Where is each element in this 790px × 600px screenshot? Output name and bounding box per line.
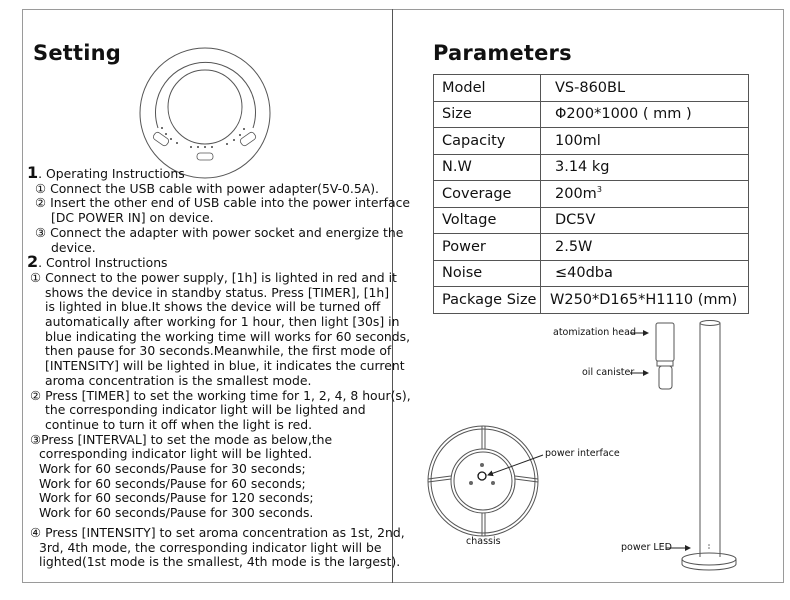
ctrl-step-3: ③Press [INTERVAL] to set the mode as below,the (30, 431, 333, 447)
param-key: Noise (434, 260, 541, 287)
ctrl-step-1-line: [INTENSITY] will be lighted in blue, it indicates the current (45, 358, 405, 374)
interval-mode-1: Work for 60 seconds/Pause for 30 seconds; (39, 461, 306, 477)
param-value: Φ200*1000 ( mm ) (541, 101, 749, 128)
param-key: N.W (434, 154, 541, 181)
ctrl-step-1-line: blue indicating the working time will works for 60 seconds, (45, 328, 411, 344)
op-step-2-cont: [DC POWER IN] on device. (51, 210, 214, 226)
param-key: Model (434, 75, 541, 102)
power-led-label: power LED (621, 542, 672, 553)
ctrl-step-4: ④ Press [INTENSITY] to set aroma concentration as 1st, 2nd, (30, 524, 405, 540)
param-key: Capacity (434, 128, 541, 155)
param-value: ≤40dba (541, 260, 749, 287)
param-key: Power (434, 234, 541, 261)
chassis-label: chassis (466, 536, 501, 547)
ctrl-step-2-line: continue to turn it off when the light is red. (45, 416, 313, 432)
param-value: VS-860BL (541, 75, 749, 102)
ctrl-step-4-line: 3rd, 4th mode, the corresponding indicator light will be (39, 539, 382, 555)
ctrl-step-1: ① Connect to the power supply, [1h] is lighted in red and it (30, 269, 397, 285)
section-2-heading: 2. Control Instructions (27, 252, 168, 272)
op-step-3-cont: device. (51, 239, 96, 255)
ctrl-step-1-line: then pause for 30 seconds.Meanwhile, the first mode of (45, 343, 392, 359)
param-key: Package Size (434, 287, 541, 314)
setting-title: Setting (33, 41, 122, 65)
parameters-title: Parameters (433, 41, 572, 65)
param-value: W250*D165*H1110 (mm) (541, 287, 749, 314)
param-key: Coverage (434, 181, 541, 208)
section-1-heading: 1. Operating Instructions (27, 163, 185, 182)
ctrl-step-1-line: is lighted in blue.It shows the device will be turned off (45, 299, 381, 315)
op-step-1: ① Connect the USB cable with power adapter(5V-0.5A). (35, 180, 380, 196)
ctrl-step-2-line: the corresponding indicator light will be lighted and (45, 402, 366, 418)
param-value: $200m^3$ (541, 181, 749, 208)
ctrl-step-2: ② Press [TIMER] to set the working time for 1, 2, 4, 8 hour(s), (30, 387, 411, 403)
ctrl-step-3-line: corresponding indicator light will be lighted. (39, 446, 313, 462)
ctrl-step-1-line: aroma concentration is the smallest mode. (45, 372, 312, 388)
oil-canister-label: oil canister (582, 367, 635, 378)
param-value: 100ml (541, 128, 749, 155)
ctrl-step-4-line: lighted(1st mode is the smallest, 4th mode is the largest). (39, 554, 401, 570)
param-value: 2.5W (541, 234, 749, 261)
interval-mode-3: Work for 60 seconds/Pause for 120 seconds; (39, 490, 314, 506)
param-value: 3.14 kg (541, 154, 749, 181)
param-key: Size (434, 101, 541, 128)
atomization-head-label: atomization head (553, 327, 636, 338)
ctrl-step-1-line: shows the device in standby status. Press [TIMER], [1h] (45, 284, 390, 300)
interval-mode-4: Work for 60 seconds/Pause for 300 seconds. (39, 505, 314, 521)
param-key: Voltage (434, 207, 541, 234)
op-step-3: ③ Connect the adapter with power socket and energize the (35, 224, 404, 240)
ctrl-step-1-line: automatically after working for 1 hour, then light [30s] in (45, 314, 400, 330)
power-interface-label: power interface (545, 448, 620, 459)
param-value: DC5V (541, 207, 749, 234)
op-step-2: ② Insert the other end of USB cable into the power interface (35, 195, 411, 211)
interval-mode-2: Work for 60 seconds/Pause for 60 seconds; (39, 475, 306, 491)
